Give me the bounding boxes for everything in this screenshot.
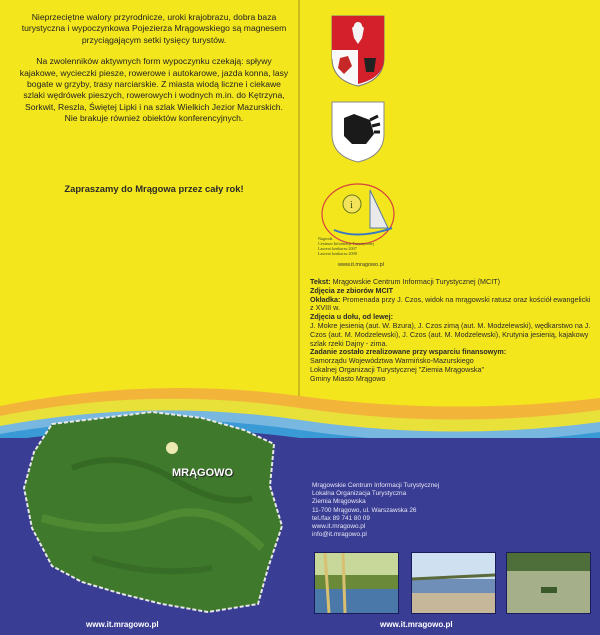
map-city-label: MRĄGOWO [172, 467, 234, 479]
address-line: Mrągowskie Centrum Informacji Turystycznej [312, 482, 440, 489]
credit-text: Gminy Miasto Mrągowo [310, 373, 386, 383]
autumn-lake-photo [314, 552, 399, 614]
credit-label: Zadanie zostało zrealizowane przy wsparciu finansowym: [310, 347, 507, 357]
address-line: tel./fax 89 741 80 09 [312, 514, 370, 522]
credit-line [310, 322, 594, 348]
lake-shore-photo [411, 552, 496, 614]
intro-paragraph-2: Na zwolenników aktywnych form wypoczynku czekają: spływy kajakowe, wycieczki piesze, rowerowe i autokarowe, jazda konna, lasy bogate w grzyby, trasy narciarskie. Z miasta wiodą liczne i ciekawe szlaki wędrówek pieszych, rowerowych i wodnych m.in. do Kętrzyna, Sorkwit, Reszla, Świętej Lipki i na szlak Wielkich Jezior Mazurskich. Nie brakuje również obiektów konferencyjnych. [19, 56, 289, 124]
address-line[interactable]: www.it.mragowo.pl [312, 523, 366, 531]
intro-paragraph-1: Nieprzeciętne walory przyrodnicze, uroki krajobrazu, dobra baza turystyczna i wypoczynkowa Pojezierza Mrągowskiego są magnesem przyciągającym setki tysięcy turystów. [21, 12, 287, 45]
address-line[interactable]: info@it.mragowo.pl [312, 531, 367, 539]
credits-block [310, 278, 594, 384]
award-caption-line: Laureat konkursu 2008 [318, 251, 357, 256]
credit-label: Zdjęcia u dołu, od lewej: [310, 312, 394, 322]
credit-label: Zdjęcia ze zbiorów MCIT [310, 285, 394, 295]
address-line: Ziemia Mrągowska [312, 498, 366, 506]
award-caption [318, 236, 438, 256]
website-url[interactable]: www.it.mragowo.pl [380, 620, 453, 629]
invitation-heading: Zapraszamy do Mrągowa przez cały rok! [64, 183, 244, 194]
award-caption-line: Centrum Informacji Turystycznej [318, 241, 375, 246]
award-url: www.it.mragowo.pl [338, 262, 384, 268]
credit-text: Promenada przy J. Czos, widok na mrągowski ratusz oraz kościół ewangelicki z XVIII w. [310, 294, 591, 313]
credit-label: Okładka: [310, 294, 341, 304]
credit-line [310, 296, 594, 314]
credit-text: J. Mokre jesienią (aut. W. Bzura), J. Czos zimą (aut. M. Modzelewski), wędkarstwo na J. Czos (aut. M. Modzelewski), J. Czos (aut. M. Modzelewski), Krutynia jesienią, kajakowy szlak rzeki Dajny - zima. [310, 320, 591, 348]
credit-text: Mrągowskie Centrum Informacji Turystycznej (MCIT) [332, 277, 500, 286]
intro-text [18, 12, 290, 135]
credit-label: Tekst: [310, 277, 331, 286]
address-line: 11-700 Mrągowo, ul. Warszawska 26 [312, 506, 417, 514]
credit-text: Samorządu Województwa Warmińsko-Mazurskiego [310, 356, 474, 366]
award-caption-line: Nagroda [318, 236, 333, 241]
contact-address [312, 482, 512, 539]
credit-text: Lokalnej Organizacji Turystycznej "Ziemia Mrągowska" [310, 364, 485, 374]
paw-emblem-icon [330, 100, 386, 164]
coat-of-arms-icon [330, 14, 386, 88]
award-caption-line: Laureat konkursu 2007 [318, 246, 357, 251]
svg-text:i: i [350, 200, 353, 211]
poland-map-image [12, 408, 294, 620]
address-line: Lokalna Organizacja Turystyczna [312, 490, 407, 498]
kayak-river-photo [506, 552, 591, 614]
website-url[interactable]: www.it.mragowo.pl [86, 620, 159, 629]
